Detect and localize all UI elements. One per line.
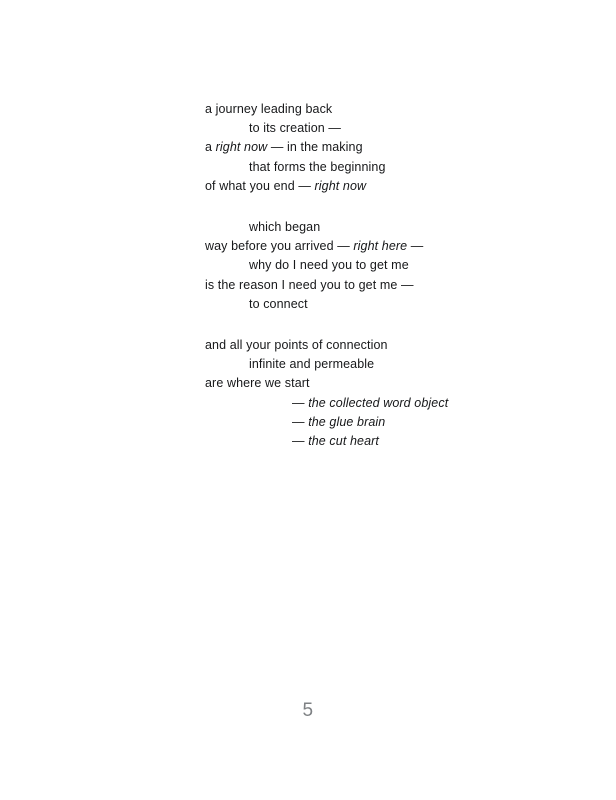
poem-line: — the glue brain [292,414,386,429]
poem-line: are where we start [205,376,310,391]
poem-line: to its creation — [249,121,342,136]
poem-body [205,100,565,451]
poem-line: is the reason I need you to get me — [205,277,414,292]
poem-line: which began [249,220,321,235]
poem-line: and all your points of connection [205,338,388,353]
poem-line: — the collected word object [292,395,449,410]
poem-line: a journey leading back [205,102,333,116]
poem-stanza [205,218,565,314]
poem-stanza [205,336,565,451]
poem-line: way before you arrived — right here — [205,239,424,254]
poem-line: why do I need you to get me [249,258,409,273]
poem-line: of what you end — right now [205,178,367,193]
poem-line: that forms the beginning [249,159,386,174]
poem-line: to connect [249,296,308,311]
poem-line: a right now — in the making [205,140,363,155]
poem-line: — the cut heart [292,434,379,449]
poem-line: infinite and permeable [249,357,375,372]
poem-stanza [205,100,565,196]
page-number: 5 [302,700,314,721]
